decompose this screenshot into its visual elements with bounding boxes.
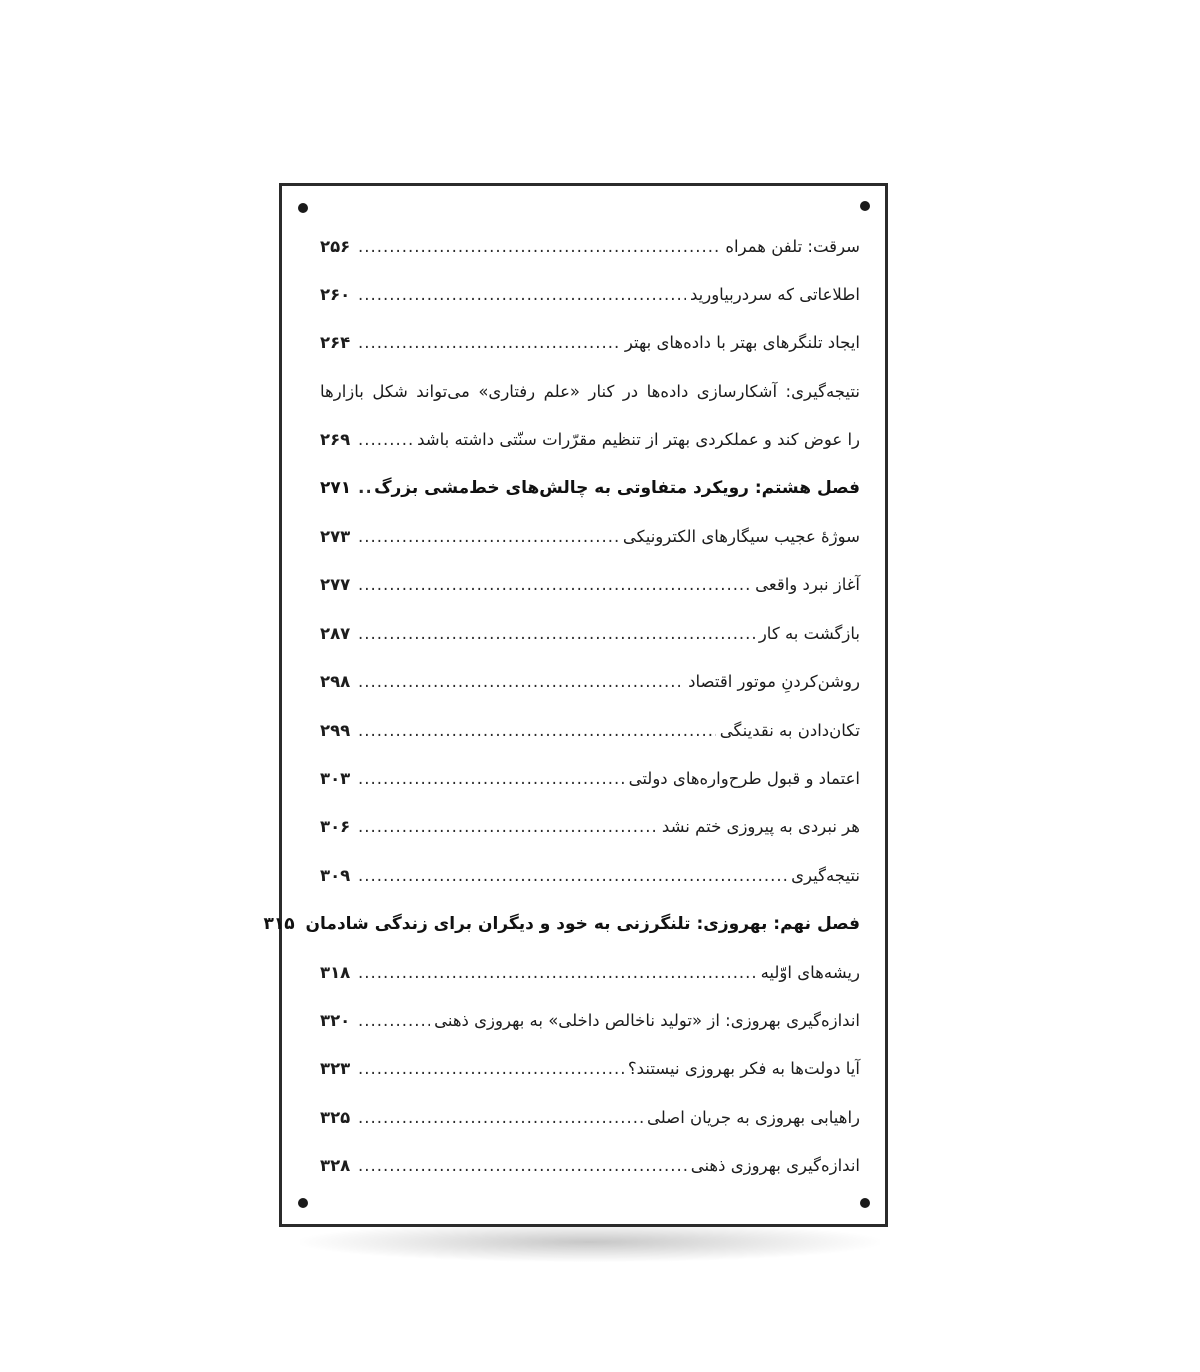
chapter-title: فصل نهم: بهروزی: تلنگرزنی به خود و دیگران برای زندگی شادمان	[305, 913, 860, 934]
page-number: ۲۶۰	[320, 285, 351, 305]
section-title: نتیجه‌گیری	[791, 865, 860, 885]
page-number: ۳۰۳	[320, 768, 351, 788]
page-number: ۲۷۱	[320, 478, 352, 499]
page-number: ۲۷۷	[320, 575, 351, 595]
dot-leader	[358, 769, 625, 788]
toc-row	[320, 367, 860, 415]
toc-row	[320, 1141, 860, 1189]
dot-leader	[358, 817, 658, 836]
toc-row	[320, 706, 860, 754]
page-number: ۲۷۳	[320, 527, 351, 547]
page-number: ۳۲۰	[320, 1010, 351, 1030]
section-title: بازگشت به کار	[758, 623, 860, 643]
toc-row	[320, 851, 860, 899]
toc-row	[320, 222, 860, 270]
page-number: ۲۹۸	[320, 672, 351, 692]
section-title: ریشه‌های اوّلیه	[760, 962, 860, 982]
toc-row	[320, 1093, 860, 1141]
dot-leader	[358, 333, 621, 352]
section-title: سوژۀ عجیب سیگارهای الکترونیکی	[622, 527, 860, 547]
dot-leader	[358, 575, 751, 594]
page-number: ۲۶۴	[320, 333, 351, 353]
toc-row	[320, 754, 860, 802]
corner-dot-icon	[298, 203, 308, 213]
dot-leader	[358, 237, 721, 256]
corner-dot-icon	[860, 1198, 870, 1208]
dot-leader	[358, 285, 686, 304]
section-title: اعتماد و قبول طرح‌واره‌های دولتی	[628, 768, 860, 788]
toc-row	[320, 948, 860, 996]
dot-leader	[358, 1011, 430, 1030]
section-title: راهیابی بهروزی به جریان اصلی	[646, 1107, 860, 1127]
corner-dot-icon	[860, 201, 870, 211]
page-number: ۲۵۶	[320, 236, 351, 256]
page-number: ۳۰۶	[320, 817, 351, 837]
page-number: ۳۲۳	[320, 1059, 351, 1079]
section-title: اندازه‌گیری بهروزی: از «تولید ناخالص داخلی» به بهروزی ذهنی	[434, 1010, 860, 1030]
section-title: اطلاعاتی که سردربیاورید	[689, 285, 860, 305]
page-number: ۳۰۹	[320, 865, 351, 885]
table-of-contents	[263, 222, 860, 1190]
toc-row	[320, 658, 860, 706]
section-title: تکان‌دادن به نقدینگی	[719, 720, 860, 740]
dot-leader	[358, 478, 370, 498]
toc-row	[320, 803, 860, 851]
dot-leader	[358, 527, 619, 546]
book-page	[263, 183, 888, 1227]
toc-chapter-row	[320, 464, 860, 512]
section-title: اندازه‌گیری بهروزی ذهنی	[690, 1156, 860, 1176]
toc-row	[320, 270, 860, 318]
dot-leader	[358, 721, 716, 740]
page-number: ۲۸۷	[320, 623, 351, 643]
dot-leader	[358, 624, 755, 643]
toc-row	[320, 1045, 860, 1093]
dot-leader	[358, 866, 787, 885]
section-title: هر نبردی به پیروزی ختم نشد	[661, 817, 860, 837]
page-number: ۳۱۵	[263, 913, 295, 934]
page-number: ۳۲۵	[320, 1107, 351, 1127]
toc-row	[320, 512, 860, 560]
section-title: ایجاد تلنگرهای بهتر با داده‌های بهتر	[624, 333, 860, 353]
toc-row	[320, 561, 860, 609]
dot-leader	[358, 1156, 687, 1175]
section-title: آیا دولت‌ها به فکر بهروزی نیستند؟	[627, 1059, 860, 1079]
section-title: آغاز نبرد واقعی	[755, 575, 860, 595]
chapter-title: فصل هشتم: رویکرد متفاوتی به چالش‌های خط‌مشی بزرگ	[374, 478, 860, 499]
toc-chapter-row	[263, 899, 860, 947]
page-number: ۲۶۹	[320, 430, 351, 450]
section-title: سرقت: تلفن همراه	[725, 236, 860, 256]
page-number: ۳۱۸	[320, 962, 351, 982]
page-number: ۲۹۹	[320, 720, 351, 740]
dot-leader	[358, 1059, 624, 1078]
section-title: را عوض کند و عملکردی بهتر از تنظیم مقرّرات سنّتی داشته باشد	[417, 430, 860, 450]
dot-leader	[358, 430, 413, 449]
corner-dot-icon	[298, 1198, 308, 1208]
dot-leader	[358, 1108, 643, 1127]
section-title: نتیجه‌گیری: آشکارسازی داده‌ها در کنار «علم رفتاری» می‌تواند شکل بازارها	[320, 381, 860, 401]
page-number: ۳۲۸	[320, 1156, 351, 1176]
toc-row	[320, 319, 860, 367]
section-title: روشن‌کردنِ موتور اقتصاد	[688, 672, 860, 692]
toc-row	[320, 996, 860, 1044]
dot-leader	[358, 672, 684, 691]
dot-leader	[358, 963, 757, 982]
page-shadow	[300, 1222, 880, 1262]
toc-row	[320, 416, 860, 464]
toc-row	[320, 609, 860, 657]
